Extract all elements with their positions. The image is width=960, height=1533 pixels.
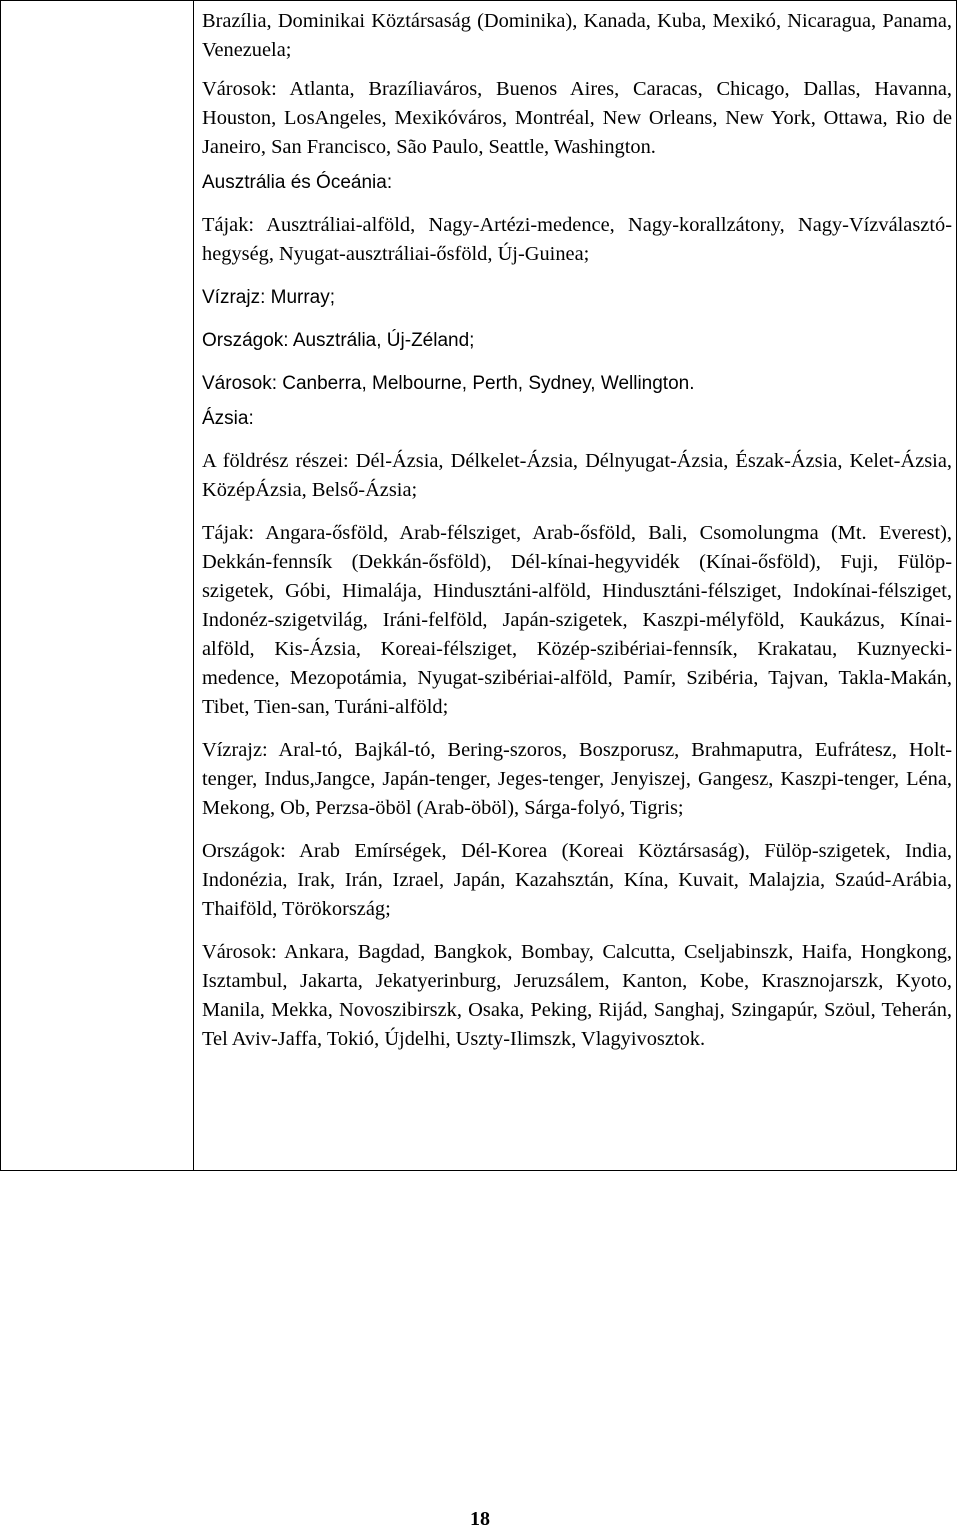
asia-hydrography-text: Vízrajz: Aral-tó, Bajkál-tó, Bering-szoros, Boszporusz, Brahmaputra, Eufrátesz, Holt-tenger, Indus,Jangce, Japán-tenger, Jeges-tenger, Jenyiszej, Gangesz, Kaszpi-tenger, Léna, Mekong, Ob, Perzsa-öböl (Arab-öböl), Sárga-folyó, Tigris; xyxy=(202,739,952,819)
content-cell xyxy=(202,7,952,1054)
australia-countries-text: Országok: Ausztrália, Új-Zéland; xyxy=(202,330,475,351)
page-number: 18 xyxy=(470,1508,490,1530)
left-column xyxy=(1,1,194,1170)
asia-cities-text: Városok: Ankara, Bagdad, Bangkok, Bombay, Calcutta, Cseljabinszk, Haifa, Hongkong, Isztambul, Jakarta, Jekatyerinburg, Jeruzsálem, Kanton, Kobe, Krasznojarszk, Kyoto, Manila, Mekka, Novoszibirszk, Osaka, Peking, Rijád, Sanghaj, Szingapúr, Szöul, Teherán, Tel Aviv-Jaffa, Tokió, Újdelhi, Uszty-Ilimszk, Vlagyivosztok. xyxy=(202,941,952,1050)
america-cities-text: Városok: Atlanta, Brazíliaváros, Buenos Aires, Caracas, Chicago, Dallas, Havanna, Houston, LosAngeles, Mexikóváros, Montréal, New Orleans, New York, Ottawa, Rio de Janeiro, San Francisco, São Paulo, Seattle, Washington. xyxy=(202,78,952,158)
asia-regions-text: Tájak: Angara-ősföld, Arab-félsziget, Arab-ősföld, Bali, Csomolungma (Mt. Everest), Dekkán-fennsík (Dekkán-ősföld), Dél-kínai-hegyvidék (Kínai-ősföld), Fuji, Fülöp-szigetek, Góbi, Himalája, Hindusztáni-alföld, Hindusztáni-félsziget, Indokínai-félsziget, Indonéz-szigetvilág, Iráni-felföld, Japán-szigetek, Kaszpi-mélyföld, Kaukázus, Kínai-alföld, Kis-Ázsia, Koreai-félsziget, Közép-szibériai-fennsík, Krakatau, Kuznyecki-medence, Mezopotámia, Nyugat-szibériai-alföld, Pamír, Szibéria, Tajvan, Takla-Makán, Tibet, Tien-san, Turáni-alföld; xyxy=(202,522,952,718)
australia-heading: Ausztrália és Óceánia: xyxy=(202,172,393,193)
australia-cities-text: Városok: Canberra, Melbourne, Perth, Sydney, Wellington. xyxy=(202,373,695,394)
asia-heading: Ázsia: xyxy=(202,408,254,429)
asia-parts-text: A földrész részei: Dél-Ázsia, Délkelet-Ázsia, Délnyugat-Ázsia, Észak-Ázsia, Kelet-Ázsia, KözépÁzsia, Belső-Ázsia; xyxy=(202,450,952,501)
australia-regions-text: Tájak: Ausztráliai-alföld, Nagy-Artézi-medence, Nagy-korallzátony, Nagy-Vízválasztó-hegység, Nyugat-ausztráliai-ősföld, Új-Guinea; xyxy=(202,214,952,265)
asia-countries-text: Országok: Arab Emírségek, Dél-Korea (Koreai Köztársaság), Fülöp-szigetek, India, Indonézia, Irak, Irán, Izrael, Japán, Kazahsztán, Kína, Kuvait, Malajzia, Szaúd-Arábia, Thaiföld, Törökország; xyxy=(202,840,952,920)
australia-hydrography-text: Vízrajz: Murray; xyxy=(202,287,336,308)
america-countries-text: Brazília, Dominikai Köztársaság (Dominika), Kanada, Kuba, Mexikó, Nicaragua, Panama, Venezuela; xyxy=(202,10,952,61)
